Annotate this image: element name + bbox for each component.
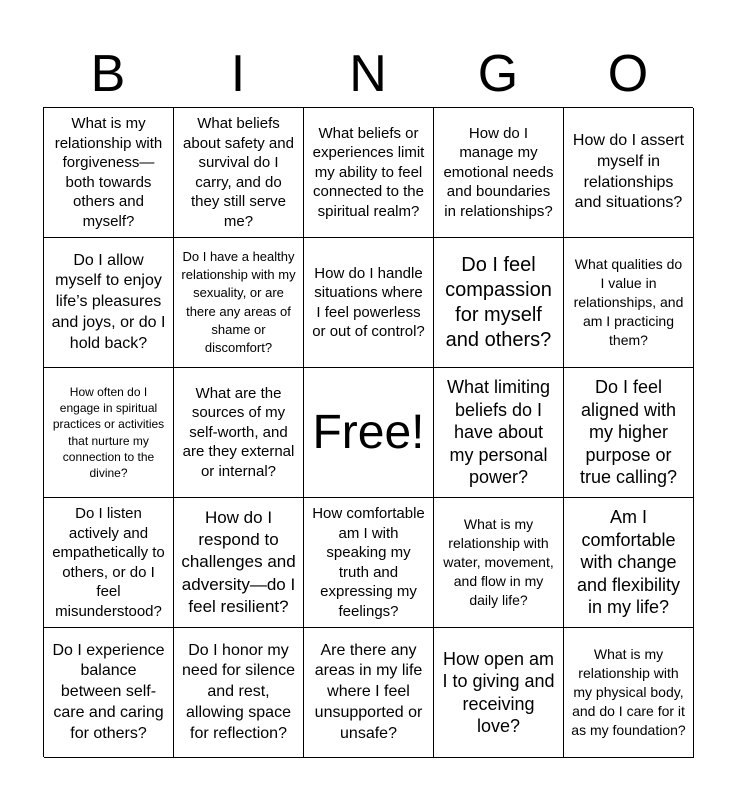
bingo-cell-r4-c5[interactable]: Am I comfortable with change and flexibility in my life? <box>564 498 694 628</box>
bingo-cell-r3-c2[interactable]: What are the sources of my self-worth, and are they external or internal? <box>174 368 304 498</box>
bingo-cell-r5-c4[interactable]: How open am I to giving and receiving love? <box>434 628 564 758</box>
bingo-cell-r5-c5[interactable]: What is my relationship with my physical body, and do I care for it as my foundation? <box>564 628 694 758</box>
bingo-cell-r1-c2[interactable]: What beliefs about safety and survival do I carry, and do they still serve me? <box>174 108 304 238</box>
bingo-cell-r2-c4[interactable]: Do I feel compassion for myself and others? <box>434 238 564 368</box>
bingo-cell-r3-c4[interactable]: What limiting beliefs do I have about my personal power? <box>434 368 564 498</box>
bingo-cell-r1-c5[interactable]: How do I assert myself in relationships and situations? <box>564 108 694 238</box>
bingo-board <box>43 107 693 757</box>
bingo-cell-r4-c2[interactable]: How do I respond to challenges and adversity—do I feel resilient? <box>174 498 304 628</box>
bingo-cell-r3-c1[interactable]: How often do I engage in spiritual practices or activities that nurture my connection to the divine? <box>44 368 174 498</box>
bingo-cell-r4-c4[interactable]: What is my relationship with water, movement, and flow in my daily life? <box>434 498 564 628</box>
bingo-cell-r1-c4[interactable]: How do I manage my emotional needs and boundaries in relationships? <box>434 108 564 238</box>
bingo-cell-r5-c2[interactable]: Do I honor my need for silence and rest, allowing space for reflection? <box>174 628 304 758</box>
header-letter-o: O <box>607 45 649 103</box>
bingo-cell-r4-c1[interactable]: Do I listen actively and empathetically to others, or do I feel misunderstood? <box>44 498 174 628</box>
bingo-cell-r1-c3[interactable]: What beliefs or experiences limit my ability to feel connected to the spiritual realm? <box>304 108 434 238</box>
header-letter-i: I <box>230 45 246 103</box>
header-letter-b: B <box>90 45 126 103</box>
free-space-cell[interactable]: Free! <box>304 368 434 498</box>
bingo-cell-r2-c3[interactable]: How do I handle situations where I feel powerless or out of control? <box>304 238 434 368</box>
bingo-cell-r4-c3[interactable]: How comfortable am I with speaking my truth and expressing my feelings? <box>304 498 434 628</box>
header-letter-g: G <box>477 45 519 103</box>
header-letter-n: N <box>349 45 387 103</box>
bingo-cell-r1-c1[interactable]: What is my relationship with forgiveness—both towards others and myself? <box>44 108 174 238</box>
bingo-header <box>43 40 693 108</box>
bingo-cell-r2-c5[interactable]: What qualities do I value in relationships, and am I practicing them? <box>564 238 694 368</box>
bingo-cell-r2-c2[interactable]: Do I have a healthy relationship with my sexuality, or are there any areas of shame or discomfort? <box>174 238 304 368</box>
bingo-cell-r5-c3[interactable]: Are there any areas in my life where I feel unsupported or unsafe? <box>304 628 434 758</box>
bingo-cell-r5-c1[interactable]: Do I experience balance between self-care and caring for others? <box>44 628 174 758</box>
bingo-cell-r3-c5[interactable]: Do I feel aligned with my higher purpose or true calling? <box>564 368 694 498</box>
bingo-cell-r2-c1[interactable]: Do I allow myself to enjoy life’s pleasures and joys, or do I hold back? <box>44 238 174 368</box>
